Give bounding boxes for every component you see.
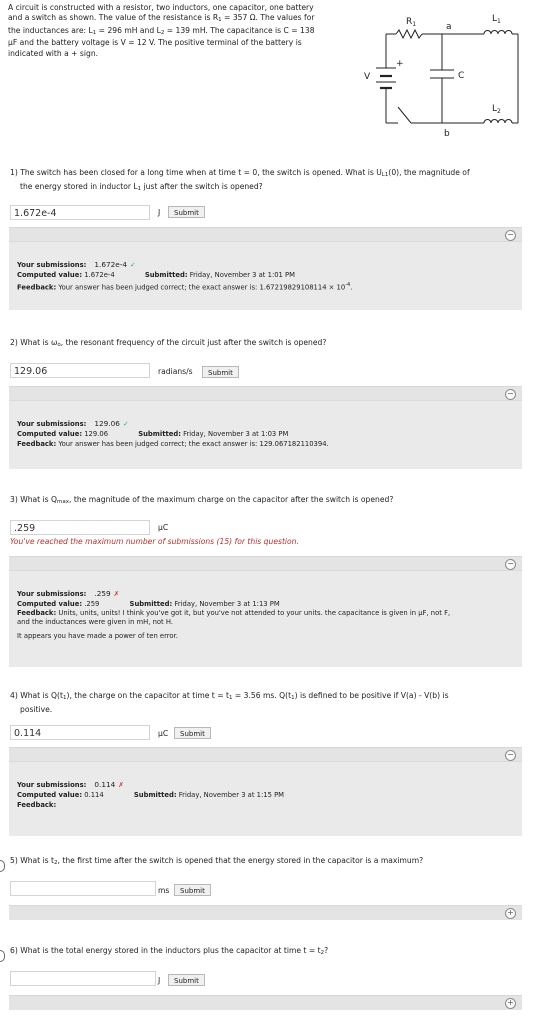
collapse-icon[interactable]: −: [505, 559, 516, 570]
q3-feedback-panel: − Your submissions: .259 ✗ Computed value: .259 Submitted: Friday, November 3 at 1:13 PM Feedback: Units, units, units! I think you've got it, but you've not attended to your units. the capacitance is given in μF, not F, and the inductances were given in mH, not H. It appears you have made a power of ten error.: [9, 556, 522, 667]
node-a-label: a: [446, 22, 452, 32]
q4-panel-header: [9, 748, 522, 762]
q3-unit: μC: [158, 523, 169, 532]
problem-statement: A circuit is constructed with a resistor, two inductors, one capacitor, one battery and a switch as shown. The value of the resistance is R1 = 357 Ω. The values for the inductances are: L1 = 296 mH and L2 = 139 mH. The capacitance is C = 138 μF and the battery voltage is V = 12 V. The positive terminal of the battery is indicated with a + sign.: [8, 3, 315, 58]
r1-label: $R_1$: [406, 17, 417, 28]
q3-answer-input[interactable]: .259: [10, 520, 150, 535]
q1-answer-input[interactable]: 1.672e-4: [10, 205, 150, 220]
question-6: 6) What is the total energy stored in the inductors plus the capacitor at time t = t2?: [10, 946, 329, 956]
node-b-label: b: [444, 129, 450, 139]
q4-submit-button[interactable]: Submit: [174, 727, 211, 739]
q6-side-tab: [0, 950, 5, 962]
question-5: 5) What is t2, the first time after the switch is opened that the energy stored in the capacitor is a maximum?: [10, 856, 424, 866]
incorrect-x-icon: ✗: [113, 590, 120, 598]
question-1: 1) The switch has been closed for a long time when at time t = 0, the switch is opened. What is UL1(0), the magnitude of the energy stored in inductor L1 just after the switch is opened?: [10, 168, 470, 192]
plus-sign: +: [396, 59, 404, 69]
q6-answer-input[interactable]: [10, 971, 156, 986]
collapse-icon[interactable]: −: [505, 230, 516, 241]
collapse-icon[interactable]: −: [505, 750, 516, 761]
q5-unit: ms: [158, 886, 170, 895]
q2-unit: radians/s: [158, 367, 193, 376]
q5-side-tab: [0, 860, 5, 872]
q1-submit-button[interactable]: Submit: [168, 206, 205, 218]
correct-check-icon: ✓: [122, 420, 129, 428]
q4-feedback-panel: − Your submissions: 0.114 ✗ Computed value: 0.114 Submitted: Friday, November 3 at 1:15 PM Feedback:: [9, 747, 522, 836]
expand-icon[interactable]: +: [505, 908, 516, 919]
q1-unit: J: [158, 208, 161, 217]
collapse-icon[interactable]: −: [505, 389, 516, 400]
q4-unit: μC: [158, 729, 169, 738]
q5-answer-input[interactable]: [10, 881, 156, 896]
question-4: 4) What is Q(t1), the charge on the capacitor at time t = t1 = 3.56 ms. Q(t1) is defined to be positive if V(a) - V(b) is positive.: [10, 691, 449, 714]
q6-unit: J: [158, 976, 161, 985]
q3-panel-header: [9, 557, 522, 571]
q2-feedback-panel: − Your submissions: 129.06 ✓ Computed value: 129.06 Submitted: Friday, November 3 at 1:03 PM Feedback: Your answer has been judged correct; the exact answer is: 129.067182110394.: [9, 386, 522, 469]
battery-label: V: [364, 72, 371, 82]
q1-panel-header: [9, 228, 522, 242]
l2-label: $L_2$: [492, 104, 501, 115]
q6-submit-button[interactable]: Submit: [168, 974, 205, 986]
q5-submit-button[interactable]: Submit: [174, 884, 211, 896]
question-2: 2) What is ωo, the resonant frequency of the circuit just after the switch is opened?: [10, 338, 327, 348]
q4-answer-input[interactable]: 0.114: [10, 725, 150, 740]
question-3: 3) What is Qmax, the magnitude of the maximum charge on the capacitor after the switch is opened?: [10, 495, 394, 505]
capacitor-label: C: [458, 71, 465, 81]
q5-collapsed-panel: [9, 905, 522, 920]
expand-icon[interactable]: +: [505, 998, 516, 1009]
q6-collapsed-panel: [9, 995, 522, 1010]
l1-label: $L_1$: [492, 14, 501, 25]
incorrect-x-icon: ✗: [118, 781, 124, 789]
max-submissions-warning: You've reached the maximum number of submissions (15) for this question.: [10, 537, 299, 546]
correct-check-icon: ✓: [130, 261, 136, 269]
q2-submit-button[interactable]: Submit: [202, 366, 239, 378]
circuit-diagram: [356, 6, 526, 141]
q2-panel-header: [9, 387, 522, 401]
q2-answer-input[interactable]: 129.06: [10, 363, 150, 378]
q1-feedback-panel: − Your submissions: 1.672e-4 ✓ Computed value: 1.672e-4 Submitted: Friday, November 3 at 1:01 PM Feedback: Your answer has been judged correct; the exact answer is: $1.67219829108114 \times 10^{-4}$.: [9, 227, 522, 310]
